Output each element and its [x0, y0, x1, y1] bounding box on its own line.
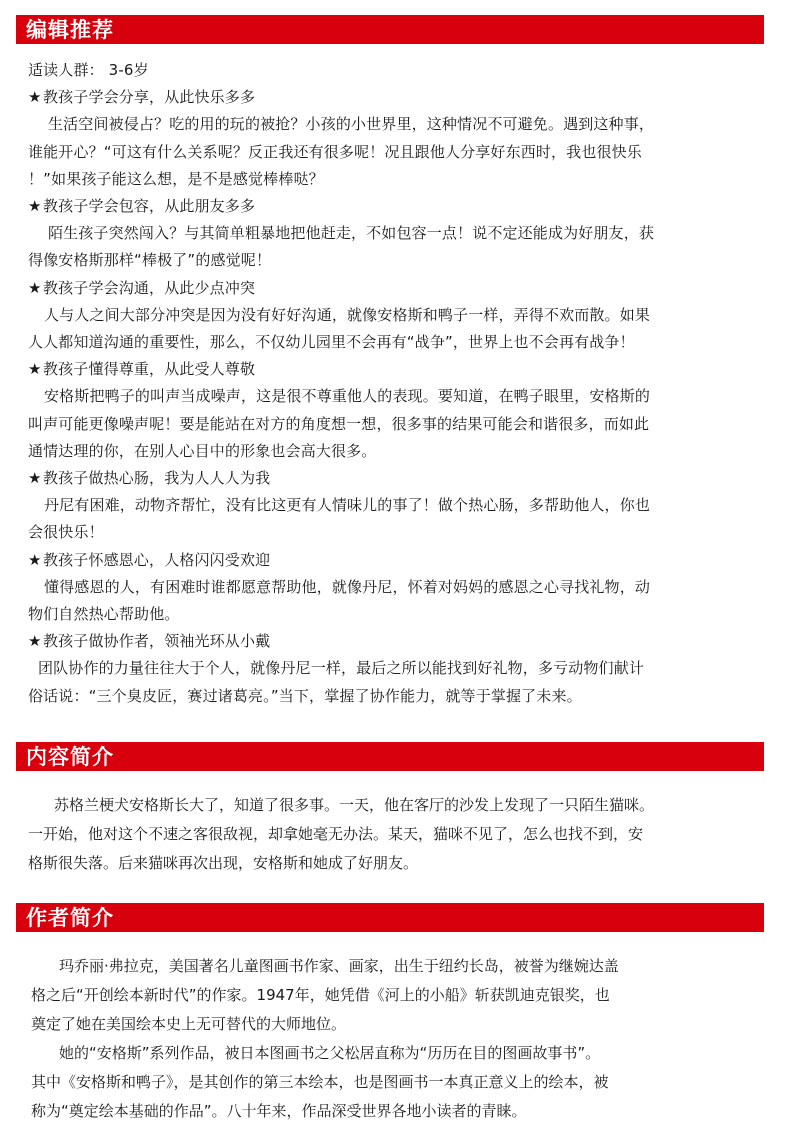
section-header-content — [16, 742, 764, 771]
star-icon: ★ — [28, 550, 42, 569]
recommendation-item — [28, 275, 770, 357]
recommendation-heading-text: 教孩子学会包容，从此朋友多多 — [43, 197, 256, 216]
recommendation-item — [28, 193, 770, 275]
recommendation-body-line: 丹尼有困难，动物齐帮忙，没有比这更有人情味儿的事了！做个热心肠，多帮助他人，你也 — [44, 496, 651, 515]
star-icon: ★ — [28, 632, 42, 651]
recommendation-item — [28, 465, 770, 547]
recommendation-body-line: 通情达理的你，在别人心目中的形象也会高大很多。 — [28, 441, 377, 460]
recommendation-body-line: 安格斯把鸭子的叫声当成噪声，这是很不尊重他人的表现。要知道，在鸭子眼里，安格斯的 — [44, 387, 651, 406]
author-bio-line: 其中《安格斯和鸭子》，是其创作的第三本绘本，也是图画书一本真正意义上的绘本，被 — [31, 1073, 609, 1091]
star-icon: ★ — [28, 360, 42, 379]
recommendation-heading-text: 教孩子学会分享，从此快乐多多 — [43, 88, 256, 107]
recommendation-body-line: 团队协作的力量往往大于个人，就像丹尼一样，最后之所以能找到好礼物，多亏动物们献计 — [38, 659, 645, 678]
recommendation-body-line: 谁能开心？“可这有什么关系呢？反正我还有很多呢！况且跟他人分享好东西时，我也很快乐 — [28, 142, 642, 161]
section-title-editor: 编辑推荐 — [26, 17, 114, 42]
recommendation-heading — [28, 547, 770, 574]
editor-items-list — [28, 84, 770, 710]
audience-line: 适读人群： 3-6岁 — [28, 61, 149, 79]
recommendation-body-line: 叫声可能更像噪声呢！要是能站在对方的角度想一想，很多事的结果可能会和谐很多，而如此 — [28, 414, 650, 433]
author-bio-line: 她的“安格斯”系列作品，被日本图画书之父松居直称为“历历在目的图画故事书”。 — [59, 1044, 601, 1062]
recommendation-body-line: 得像安格斯那样“棒极了”的感觉呢！ — [28, 251, 272, 270]
section-header-editor — [16, 15, 764, 44]
section-header-author — [16, 903, 764, 932]
recommendation-body-line: ！”如果孩子能这么想，是不是感觉棒棒哒？ — [28, 169, 324, 188]
star-icon: ★ — [28, 88, 42, 107]
recommendation-body-line: 生活空间被侵占？吃的用的玩的被抢？小孩的小世界里，这种情况不可避免。遇到这种事， — [48, 115, 655, 134]
recommendation-item — [28, 356, 770, 465]
author-bio-line: 奠定了她在美国绘本史上无可替代的大师地位。 — [31, 1015, 347, 1033]
recommendation-item — [28, 84, 770, 193]
summary-line: 一开始，他对这个不速之客很敌视，却拿她毫无办法。某天，猫咪不见了，怎么也找不到，安 — [28, 825, 644, 843]
recommendation-heading — [28, 193, 770, 220]
recommendation-body-line: 俗话说：“三个臭皮匠，赛过诸葛亮。”当下，掌握了协作能力，就等于掌握了未来。 — [28, 686, 582, 705]
recommendation-body-line: 人与人之间大部分冲突是因为没有好好沟通，就像安格斯和鸭子一样，弄得不欢而散。如果 — [44, 305, 651, 324]
recommendation-body-line: 懂得感恩的人，有困难时谁都愿意帮助他，就像丹尼，怀着对妈妈的感恩之心寻找礼物，动 — [44, 577, 651, 596]
star-icon: ★ — [28, 469, 42, 488]
summary-line: 格斯很失落。后来猫咪再次出现，安格斯和她成了好朋友。 — [28, 854, 419, 872]
author-bio-line: 格之后“开创绘本新时代”的作家。1947年，她凭借《河上的小船》斩获凯迪克银奖，也 — [31, 986, 610, 1004]
recommendation-body-line: 物们自然热心帮助他。 — [28, 605, 180, 624]
editor-recommendations — [28, 57, 770, 710]
section-title-content: 内容简介 — [26, 744, 114, 769]
star-icon: ★ — [28, 278, 42, 297]
recommendation-body-line: 陌生孩子突然闯入？与其简单粗暴地把他赶走，不如包容一点！说不定还能成为好朋友，获 — [48, 224, 655, 243]
author-bio-line: 玛乔丽·弗拉克，美国著名儿童图画书作家、画家，出生于纽约长岛，被誉为继婉达盖 — [59, 957, 619, 975]
recommendation-body-line: 会很快乐！ — [28, 523, 104, 542]
recommendation-heading — [28, 275, 770, 302]
recommendation-body-line: 人人都知道沟通的重要性，那么，不仅幼儿园里不会再有“战争”，世界上也不会再有战争！ — [28, 333, 635, 352]
recommendation-heading-text: 教孩子懂得尊重，从此受人尊敬 — [43, 360, 256, 379]
recommendation-heading — [28, 84, 770, 111]
recommendation-heading — [28, 465, 770, 492]
recommendation-heading — [28, 356, 770, 383]
recommendation-item — [28, 547, 770, 629]
recommendation-item — [28, 628, 770, 710]
recommendation-heading-text: 教孩子做协作者，领袖光环从小戴 — [43, 632, 271, 651]
recommendation-heading-text: 教孩子怀感恩心，人格闪闪受欢迎 — [43, 550, 271, 569]
recommendation-heading — [28, 628, 770, 655]
summary-line: 苏格兰梗犬安格斯长大了，知道了很多事。一天，他在客厅的沙发上发现了一只陌生猫咪。 — [54, 796, 655, 814]
author-bio — [28, 952, 770, 1126]
recommendation-heading-text: 教孩子做热心肠，我为人人人为我 — [43, 469, 271, 488]
recommendation-heading-text: 教孩子学会沟通，从此少点冲突 — [43, 278, 256, 297]
star-icon: ★ — [28, 197, 42, 216]
section-title-author: 作者简介 — [26, 905, 114, 930]
author-bio-line: 称为“奠定绘本基础的作品”。八十年来，作品深受世界各地小读者的青睐。 — [31, 1102, 527, 1120]
content-summary — [28, 791, 770, 878]
